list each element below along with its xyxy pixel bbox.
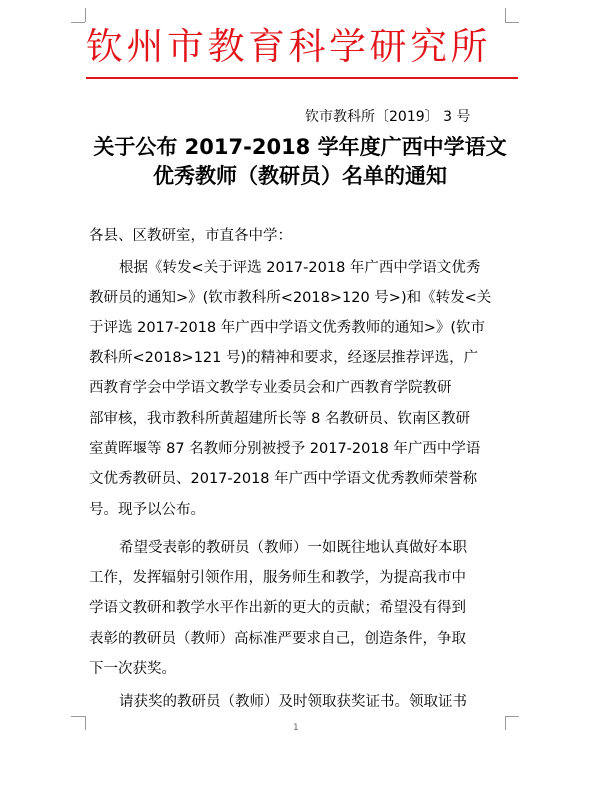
body-line: 文优秀教研员、2017-2018 年广西中学语文优秀教师荣誉称 <box>89 471 478 487</box>
crop-mark <box>71 716 85 717</box>
page-number: 1 <box>293 723 299 733</box>
salutation: 各县、区教研室，市直各中学： <box>89 228 292 244</box>
crop-mark <box>505 716 506 730</box>
red-header-rule <box>86 77 518 79</box>
crop-mark <box>71 22 85 23</box>
body-line: 工作，发挥辐射引领作用，服务师生和教学，为提高我市中 <box>89 570 466 586</box>
body-line: 学语文教研和教学水平作出新的更大的贡献；希望没有得到 <box>89 600 466 616</box>
document-title-line-2: 优秀教师（教研员）名单的通知 <box>153 164 447 188</box>
document-title-line-1: 关于公布 2017-2018 学年度广西中学语文 <box>93 135 507 159</box>
document-number: 钦市教科所〔2019〕 3 号 <box>305 109 471 125</box>
crop-mark <box>85 716 86 730</box>
body-line: 西教育学会中学语文教学专业委员会和广西教育学院教研 <box>89 380 452 396</box>
body-line: 于评选 2017-2018 年广西中学语文优秀教师的通知>》(钦市 <box>89 320 486 336</box>
body-line: 下一次获奖。 <box>89 661 176 677</box>
crop-mark <box>85 8 86 22</box>
body-line: 室黄晖堰等 87 名教师分别被授予 2017-2018 年广西中学语 <box>89 441 481 457</box>
crop-mark <box>505 22 519 23</box>
body-line: 希望受表彰的教研员（教师）一如既往地认真做好本职 <box>119 540 467 556</box>
body-line: 请获奖的教研员（教师）及时领取获奖证书。领取证书 <box>119 694 467 710</box>
body-line: 部审核，我市教科所黄超建所长等 8 名教研员、钦南区教研 <box>89 411 470 427</box>
body-line: 教科所<2018>121 号)的精神和要求，经逐层推荐评选，广 <box>89 350 479 366</box>
body-line: 教研员的通知>》(钦市教科所<2018>120 号>)和《转发<关 <box>89 290 492 306</box>
crop-mark <box>505 8 506 22</box>
crop-mark <box>505 716 519 717</box>
body-line: 根据《转发<关于评选 2017-2018 年广西中学语文优秀 <box>119 260 481 276</box>
body-line: 表彰的教研员（教师）高标准严要求自己，创造条件，争取 <box>89 631 466 647</box>
org-header-title: 钦州市教育科学研究所 <box>86 25 491 68</box>
body-line: 号。现予以公布。 <box>89 502 205 518</box>
